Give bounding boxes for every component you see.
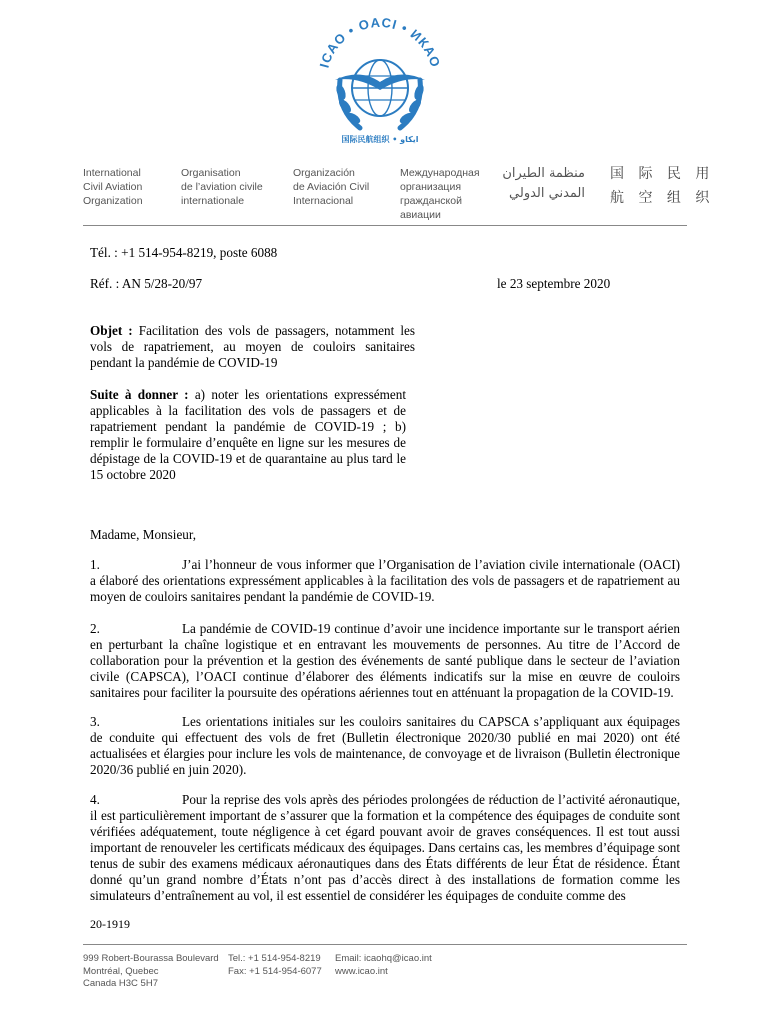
paragraph-number: 4.: [90, 792, 100, 807]
footer-address: 999 Robert-Bourassa Boulevard Montréal, Quebec Canada H3C 5H7: [83, 953, 219, 989]
org-name-arabic: منظمة الطيران المدني الدولي: [502, 166, 585, 201]
svg-text:ICAO • OACI • ИКАО: ICAO • OACI • ИКАО: [316, 14, 444, 70]
paragraph-3: [90, 714, 680, 778]
footer-email-web: Email: icaohq@icao.int www.icao.int: [335, 953, 432, 977]
paragraph-text: Les orientations initiales sur les couloirs sanitaires du CAPSCA s’appliquant aux équipages de conduite qui effectuent des vols de fret (Bulletin électronique 2020/30 publié en mai 2020) ont été actualisées et élargies pour inclure les vols de maintenance, de convoyage et de livraison (Bulletin électronique 2020/36 publié en juin 2020).: [90, 714, 680, 777]
org-name-chinese: 国 际 民 用 航 空 组 织: [610, 166, 715, 206]
document-number: 20-1919: [90, 917, 130, 931]
paragraph-2: [90, 621, 680, 701]
header-divider: [83, 225, 687, 226]
subject-block: [90, 323, 415, 371]
paragraph-text: J’ai l’honneur de vous informer que l’Organisation de l’aviation civile internationale (OACI) a élaboré des orientations expressément applicables à la facilitation des vols de passagers et de rapatriement au moyen de couloirs sanitaires pendant la pandémie de COVID-19.: [90, 557, 680, 604]
paragraph-text: Pour la reprise des vols après des périodes prolongées de réduction de l’activité aéronautique, il est particulièrement important de s’assurer que la formation et la compétence des équipages de conduite sont vérifiées adéquatement, toute négligence à cet égard pouvant avoir de graves conséquences. Il est tout aussi important de renouveler les certificats médicaux des équipages. Dans certains cas, les membres d’équipage sont tenus de subir des examens médicaux aéronautiques dans des États différents de leur État de résidence. Étant donné qu’un grand nombre d’États n’ont pas d’accès direct à des installations de formation comme les simulateurs d’entraînement au vol, il est essentiel de considérer les équipages de conduite comme des: [90, 792, 680, 903]
subject-label: Objet :: [90, 323, 133, 338]
icao-logo: [305, 10, 455, 155]
paragraph-text: La pandémie de COVID-19 continue d’avoir une incidence importante sur le transport aérien en perturbant la chaîne logistique et en entravant les mouvements de personnes. Au titre de l’Accord de collaboration pour la prévention et la gestion des événements de santé publique dans le secteur de l’aviation civile (CAPSCA), l’OACI continue d’élaborer des éléments indicatifs sur la mise en œuvre de couloirs sanitaires pour faciliter la poursuite des opérations aériennes tout en atténuant la propagation de la COVID-19.: [90, 621, 680, 700]
org-name-russian: Международная организация гражданской авиации: [400, 167, 480, 221]
paragraph-number: 1.: [90, 557, 100, 572]
footer-phone-fax: Tel.: +1 514-954-8219 Fax: +1 514-954-6077: [228, 953, 322, 977]
svg-text:国际民航组织 • ايكاو: 国际民航组织 • ايكاو: [341, 135, 419, 144]
action-text: a) noter les orientations expressément applicables à la facilitation des vols de passagers et de rapatriement pendant la pandémie de COVID-19 ; b) remplir le formulaire d’enquête en ligne sur les mesures de dépistage de la COVID-19 et de quarantaine au plus tard le 15 octobre 2020: [90, 387, 406, 482]
org-name-french: Organisation de l’aviation civile internationale: [181, 167, 263, 207]
paragraph-4: [90, 792, 680, 904]
paragraph-1: [90, 557, 680, 605]
salutation: Madame, Monsieur,: [90, 527, 197, 542]
subject-text: Facilitation des vols de passagers, notamment les vols de rapatriement, au moyen de couloirs sanitaires pendant la pandémie de COVID-19: [90, 323, 415, 370]
footer-divider: [83, 944, 687, 945]
action-label: Suite à donner :: [90, 387, 189, 402]
paragraph-number: 3.: [90, 714, 100, 729]
reference-line: Réf. : AN 5/28-20/97: [90, 276, 203, 291]
action-block: [90, 387, 406, 483]
letter-date: le 23 septembre 2020: [497, 276, 611, 291]
org-name-spanish: Organización de Aviación Civil Internacional: [293, 167, 370, 207]
paragraph-number: 2.: [90, 621, 100, 636]
org-name-english: International Civil Aviation Organization: [83, 167, 143, 207]
telephone-line: Tél. : +1 514-954-8219, poste 6088: [90, 245, 278, 260]
